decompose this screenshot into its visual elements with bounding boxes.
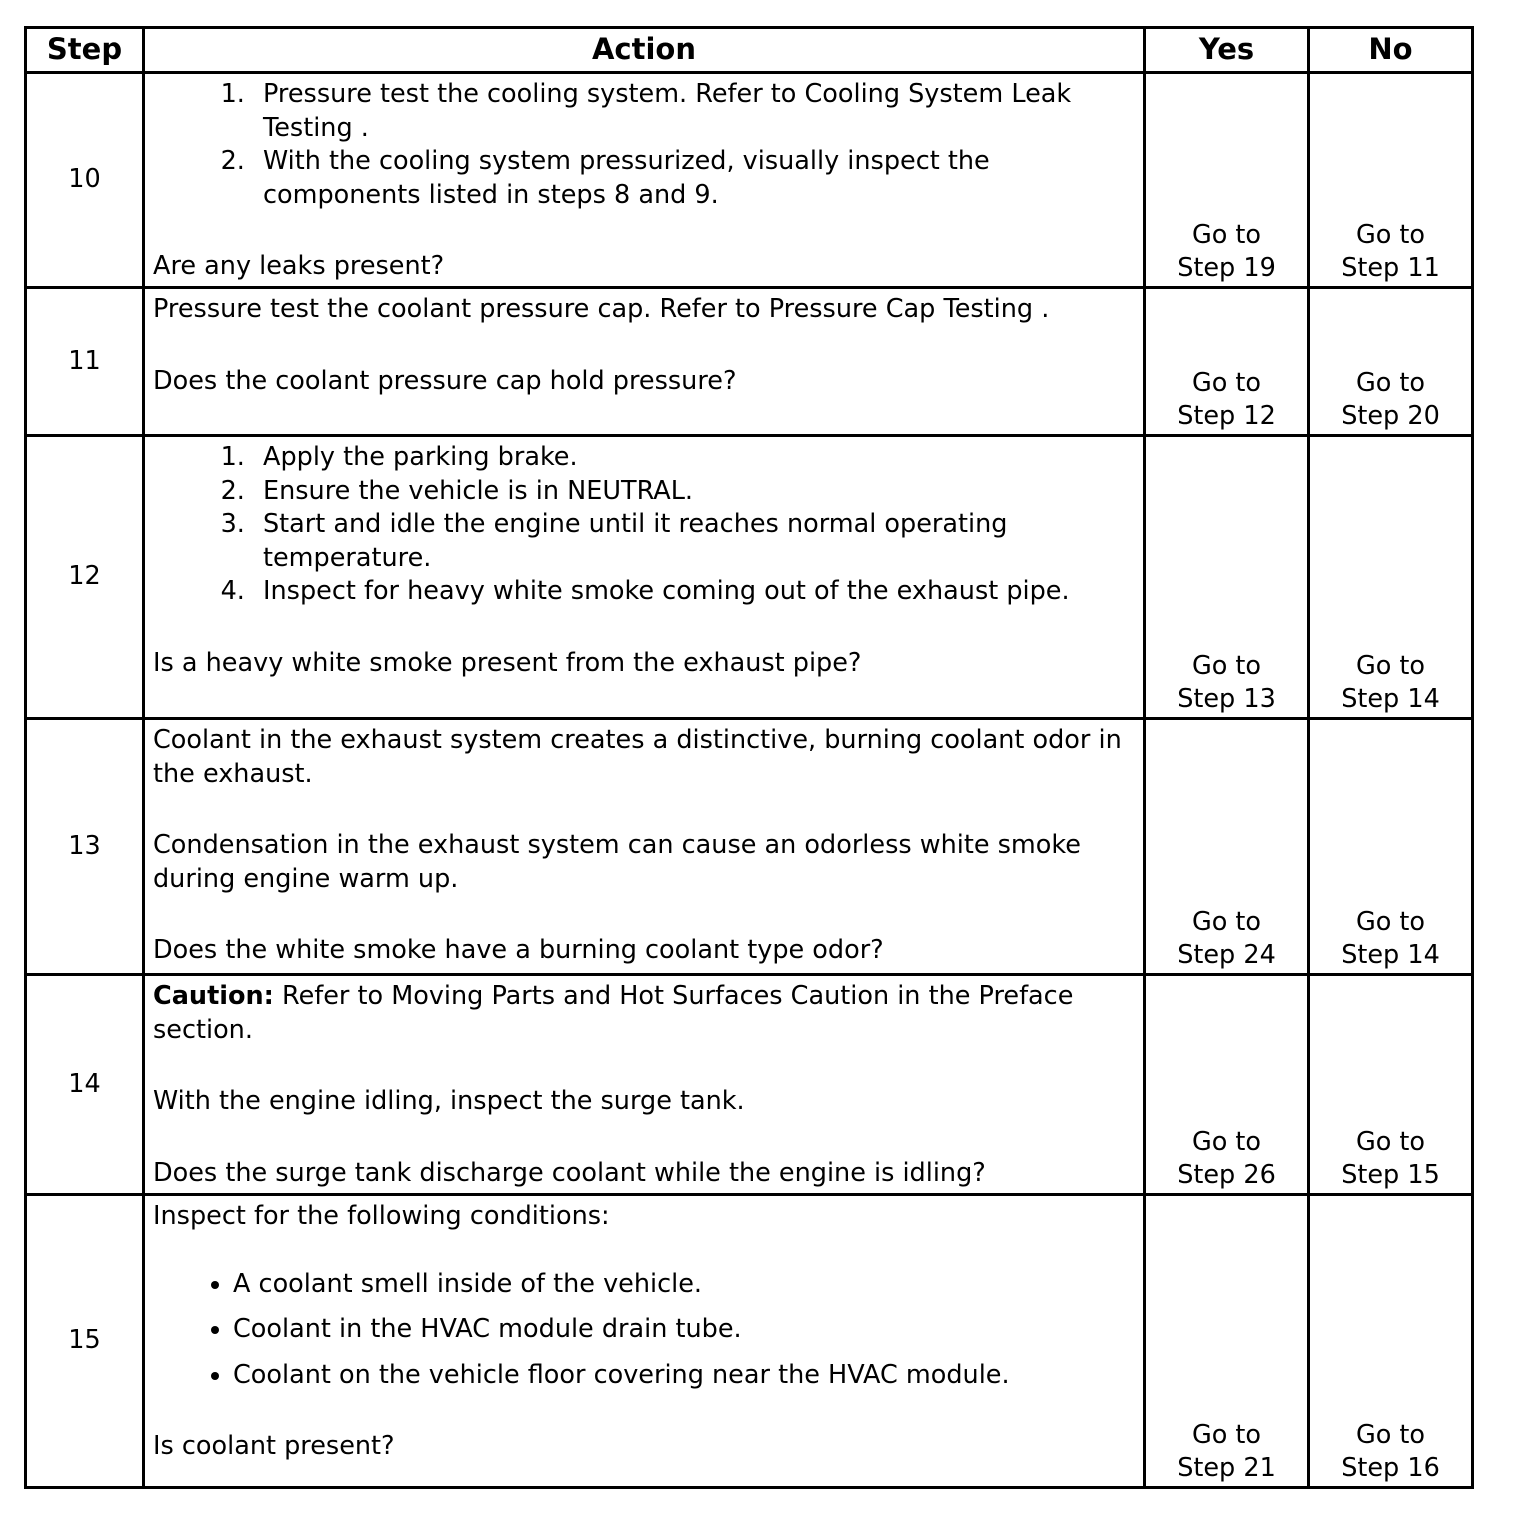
no-cell: [1309, 1195, 1473, 1488]
instruction-text: With the engine idling, inspect the surge tank.: [153, 1086, 745, 1117]
caution-label: Caution:: [153, 981, 274, 1011]
yes-cell: [1145, 1195, 1309, 1488]
yes-goto-label: Go to: [1191, 650, 1262, 681]
list-item: 1. Pressure test the cooling system. Refer to Cooling System Leak Testing .: [253, 78, 1131, 145]
header-no: No: [1309, 28, 1473, 73]
list-item: • Coolant on the vehicle floor covering near the HVAC module.: [233, 1359, 1131, 1393]
no-cell: [1309, 719, 1473, 975]
step-number: 14: [26, 975, 144, 1195]
step-number: 15: [26, 1195, 144, 1488]
yes-goto-label: Go to: [1191, 906, 1262, 937]
step-number: 13: [26, 719, 144, 975]
no-cell: [1309, 73, 1473, 288]
yes-goto-label: Go to: [1191, 367, 1262, 398]
yes-goto-label: Go to: [1191, 1419, 1262, 1450]
action-cell: [144, 1195, 1145, 1488]
list-item: 2. Ensure the vehicle is in NEUTRAL.: [253, 475, 1131, 509]
no-goto-label: Go to: [1355, 650, 1426, 681]
table-row-step-13: [26, 719, 1473, 975]
yes-step-link: Step 19: [1177, 253, 1276, 284]
action-cell: [144, 288, 1145, 436]
header-row: [26, 28, 1473, 73]
table-row-step-15: [26, 1195, 1473, 1488]
no-goto-label: Go to: [1355, 906, 1426, 937]
no-step-link: Step 16: [1341, 1453, 1440, 1484]
no-goto-label: Go to: [1355, 367, 1426, 398]
yes-cell: [1145, 288, 1309, 436]
action-cell: [144, 436, 1145, 719]
caution-text: Refer to Moving Parts and Hot Surfaces Caution in the Preface section.: [153, 981, 1074, 1045]
no-step-link: Step 14: [1341, 684, 1440, 715]
step-number: 11: [26, 288, 144, 436]
no-step-link: Step 20: [1341, 401, 1440, 432]
no-goto-label: Go to: [1355, 1419, 1426, 1450]
action-cell: [144, 975, 1145, 1195]
yes-step-link: Step 12: [1177, 401, 1276, 432]
header-action: Action: [144, 28, 1145, 73]
procedure-list: [153, 78, 1131, 212]
question-text: Does the coolant pressure cap hold pressure?: [153, 365, 737, 396]
no-goto-label: Go to: [1355, 219, 1426, 250]
no-step-link: Step 15: [1341, 1160, 1440, 1191]
step-number: 10: [26, 73, 144, 288]
question-text: Does the white smoke have a burning coolant type odor?: [153, 935, 884, 966]
question-text: Does the surge tank discharge coolant while the engine is idling?: [153, 1157, 986, 1188]
yes-step-link: Step 13: [1177, 684, 1276, 715]
yes-cell: [1145, 719, 1309, 975]
list-item: 3. Start and idle the engine until it reaches normal operating temperature.: [253, 508, 1131, 575]
yes-step-link: Step 24: [1177, 940, 1276, 971]
action-cell: [144, 73, 1145, 288]
diagnostic-table: [24, 26, 1474, 1489]
yes-step-link: Step 21: [1177, 1453, 1276, 1484]
paragraph-text: Condensation in the exhaust system can cause an odorless white smoke during engine warm up.: [153, 830, 1081, 894]
no-step-link: Step 11: [1341, 253, 1440, 284]
table-row-step-10: [26, 73, 1473, 288]
instruction-text: Pressure test the coolant pressure cap. Refer to Pressure Cap Testing .: [153, 294, 1050, 324]
list-item: • Coolant in the HVAC module drain tube.: [233, 1313, 1131, 1347]
yes-cell: [1145, 73, 1309, 288]
question-text: Are any leaks present?: [153, 251, 445, 282]
table-row-step-14: [26, 975, 1473, 1195]
step-number: 12: [26, 436, 144, 719]
yes-step-link: Step 26: [1177, 1160, 1276, 1191]
question-text: Is coolant present?: [153, 1431, 395, 1462]
instruction-text: Inspect for the following conditions:: [153, 1201, 610, 1231]
no-cell: [1309, 288, 1473, 436]
condition-list: [153, 1268, 1131, 1393]
list-item: • A coolant smell inside of the vehicle.: [233, 1268, 1131, 1302]
list-item: 2. With the cooling system pressurized, visually inspect the components listed in steps 8 and 9.: [253, 145, 1131, 212]
yes-goto-label: Go to: [1191, 219, 1262, 250]
header-step: Step: [26, 28, 144, 73]
yes-cell: [1145, 975, 1309, 1195]
caution-note: [153, 980, 1131, 1047]
no-cell: [1309, 436, 1473, 719]
yes-cell: [1145, 436, 1309, 719]
table-row-step-11: [26, 288, 1473, 436]
list-item: 4. Inspect for heavy white smoke coming out of the exhaust pipe.: [253, 575, 1131, 609]
question-text: Is a heavy white smoke present from the exhaust pipe?: [153, 647, 862, 678]
procedure-list: [153, 441, 1131, 609]
list-item: 1. Apply the parking brake.: [253, 441, 1131, 475]
no-cell: [1309, 975, 1473, 1195]
no-goto-label: Go to: [1355, 1126, 1426, 1157]
action-cell: [144, 719, 1145, 975]
table-row-step-12: [26, 436, 1473, 719]
paragraph-text: Coolant in the exhaust system creates a distinctive, burning coolant odor in the exhaust.: [153, 725, 1122, 789]
no-step-link: Step 14: [1341, 940, 1440, 971]
header-yes: Yes: [1145, 28, 1309, 73]
yes-goto-label: Go to: [1191, 1126, 1262, 1157]
